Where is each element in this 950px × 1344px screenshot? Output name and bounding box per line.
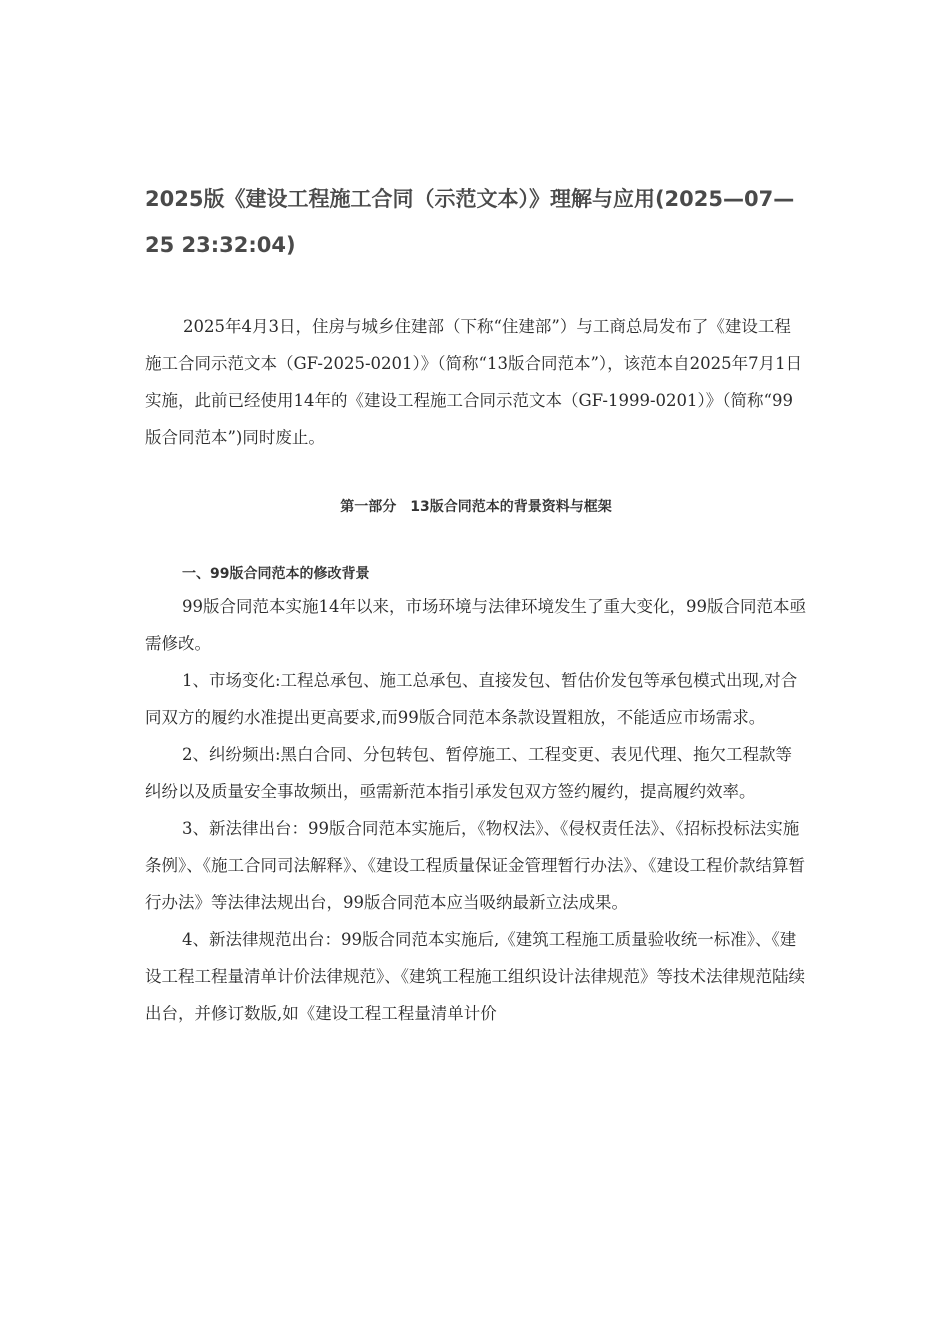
body-paragraph: 4、新法律规范出台：99版合同范本实施后,《建筑工程施工质量验收统一标准》、《建设工程工程量清单计价法律规范》、《建筑工程施工组织设计法律规范》等技术法律规范陆续出台，并修订数版,如《建设工程工程量清单计价 [145, 930, 805, 1023]
part-heading: 第一部分 13版合同范本的背景资料与框架 [340, 499, 612, 515]
body-paragraph: 2、纠纷频出:黑白合同、分包转包、暂停施工、工程变更、表见代理、拖欠工程款等纠纷以及质量安全事故频出，亟需新范本指引承发包双方签约履约，提高履约效率。 [145, 745, 793, 801]
document-title: 2025版《建设工程施工合同（示范文本）》理解与应用(2025—07—25 23:32:04) [145, 187, 795, 257]
body-paragraph: 99版合同范本实施14年以来，市场环境与法律环境发生了重大变化，99版合同范本亟需修改。 [145, 597, 806, 653]
body-paragraph: 3、新法律出台：99版合同范本实施后，《物权法》、《侵权责任法》、《招标投标法实施条例》、《施工合同司法解释》、《建设工程质量保证金管理暂行办法》、《建设工程价款结算暂行办法》等法律法规出台，99版合同范本应当吸纳最新立法成果。 [145, 819, 805, 912]
section-heading: 一、99版合同范本的修改背景 [182, 566, 370, 582]
document-body [145, 176, 807, 1032]
body-paragraph: 1、市场变化:工程总承包、施工总承包、直接发包、暂估价发包等承包模式出现,对合同双方的履约水准提出更高要求,而99版合同范本条款设置粗放，不能适应市场需求。 [145, 671, 798, 727]
intro-paragraph: 2025年4月3日，住房与城乡住建部（下称“住建部”）与工商总局发布了《建设工程施工合同示范文本（GF-2025-0201）》（简称“13版合同范本”），该范本自2025年7月1日实施，此前已经使用14年的《建设工程施工合同示范文本（GF-1999-0201）》（简称“99版合同范本”)同时废止。 [145, 317, 803, 447]
